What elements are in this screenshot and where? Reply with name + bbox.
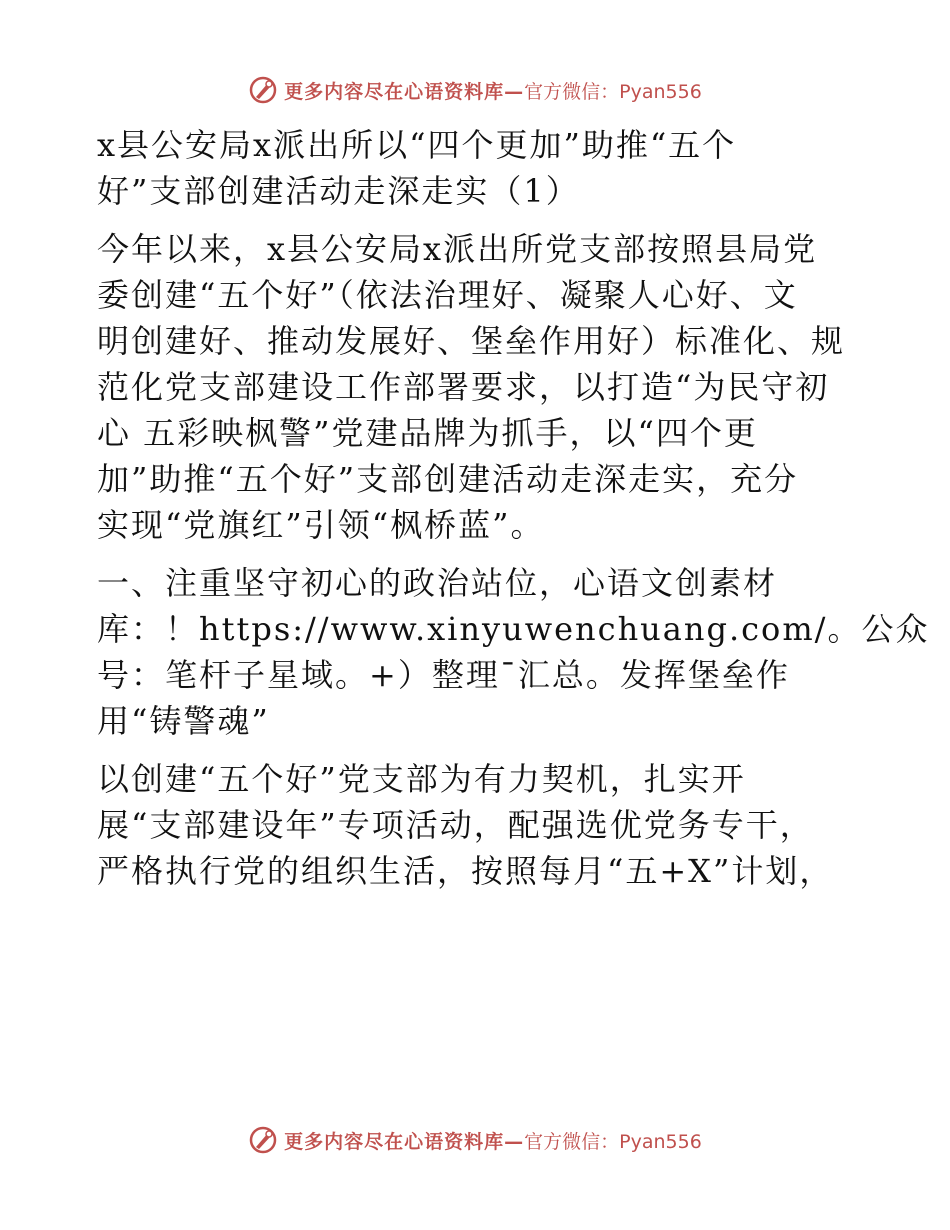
- document-body: [97, 122, 930, 906]
- banner-wechat: 官方微信：Pyan556: [524, 80, 702, 103]
- text-line: 库：！https://www.xinyuwenchuang.com/。公众: [97, 610, 930, 648]
- text-line: 一、注重坚守初心的政治站位，心语文创素材: [97, 564, 778, 602]
- text-line: 心 五彩映枫警”党建品牌为抓手，以“四个更: [97, 414, 758, 452]
- text-line: 范化党支部建设工作部署要求，以打造“为民守初: [97, 368, 830, 406]
- document-title: [97, 122, 857, 214]
- banner-wechat: 官方微信：Pyan556: [524, 1130, 702, 1153]
- quill-pen-logo-icon: [248, 75, 278, 105]
- text-line: 委创建“五个好”（依法治理好、凝聚人心好、文: [97, 276, 798, 314]
- title-line: 好”支部创建活动走深走实（1）: [97, 172, 580, 210]
- footer-watermark-banner: [0, 1120, 950, 1160]
- text-line: 以创建“五个好”党支部为有力契机，扎实开: [97, 760, 746, 798]
- header-watermark-banner: [0, 70, 950, 110]
- intro-paragraph: [97, 226, 857, 548]
- text-line: 严格执行党的组织生活，按照每月“五+X”计划，: [97, 852, 834, 890]
- body-paragraph: [97, 756, 857, 894]
- banner-text: 更多内容尽在心语资料库—: [284, 80, 525, 103]
- text-line: 号：笔杆子星域。+）整理¯汇总。发挥堡垒作: [97, 656, 790, 694]
- text-line: 明创建好、推动发展好、堡垒作用好）标准化、规: [97, 322, 846, 360]
- text-line: 展“支部建设年”专项活动，配强选优党务专干，: [97, 806, 814, 844]
- section-heading-1: [97, 560, 930, 744]
- text-line: 今年以来，x县公安局x派出所党支部按照县局党: [97, 230, 818, 268]
- text-line: 用“铸警魂”: [97, 702, 270, 740]
- title-line: x县公安局x派出所以“四个更加”助推“五个: [97, 126, 737, 164]
- text-line: 实现“党旗红”引领“枫桥蓝”。: [97, 506, 545, 544]
- text-line: 加”助推“五个好”支部创建活动走深走实，充分: [97, 460, 799, 498]
- quill-pen-logo-icon: [248, 1125, 278, 1155]
- banner-text: 更多内容尽在心语资料库—: [284, 1130, 525, 1153]
